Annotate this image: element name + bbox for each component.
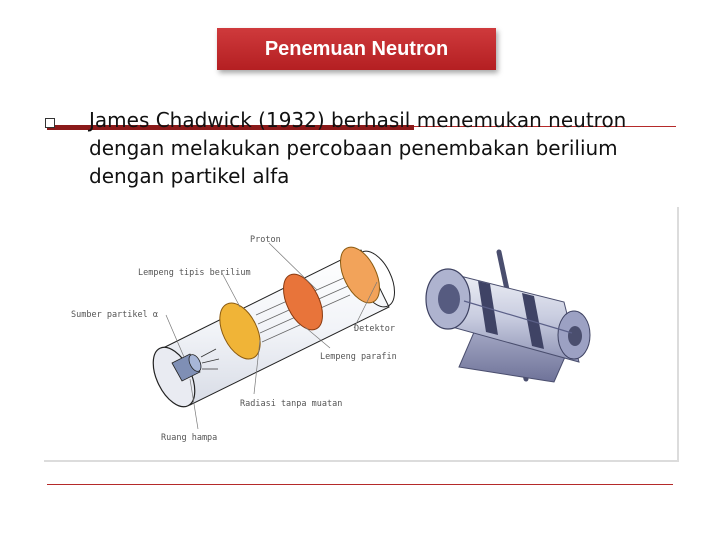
label-detector: Detektor: [354, 324, 395, 334]
label-vacuum-chamber: Ruang hampa: [161, 433, 218, 443]
label-neutral-radiation: Radiasi tanpa muatan: [240, 399, 343, 409]
apparatus-3d-model: [426, 252, 590, 382]
bottom-divider: [47, 484, 673, 485]
apparatus-illustration: [44, 207, 677, 460]
label-beryllium-foil: Lempeng tipis berilium: [138, 268, 251, 278]
page-title: Penemuan Neutron: [264, 37, 449, 60]
bullet-text: James Chadwick (1932) berhasil menemukan neutron dengan melakukan percobaan penembakan berilium dengan partikel alfa: [89, 108, 627, 188]
chadwick-experiment-figure: [44, 207, 679, 462]
label-proton: Proton: [250, 235, 281, 245]
label-paraffin-plate: Lempeng parafin: [320, 352, 397, 362]
square-bullet-icon: [45, 118, 55, 128]
label-alpha-source: Sumber partikel α: [71, 310, 158, 320]
title-box: [217, 28, 496, 70]
